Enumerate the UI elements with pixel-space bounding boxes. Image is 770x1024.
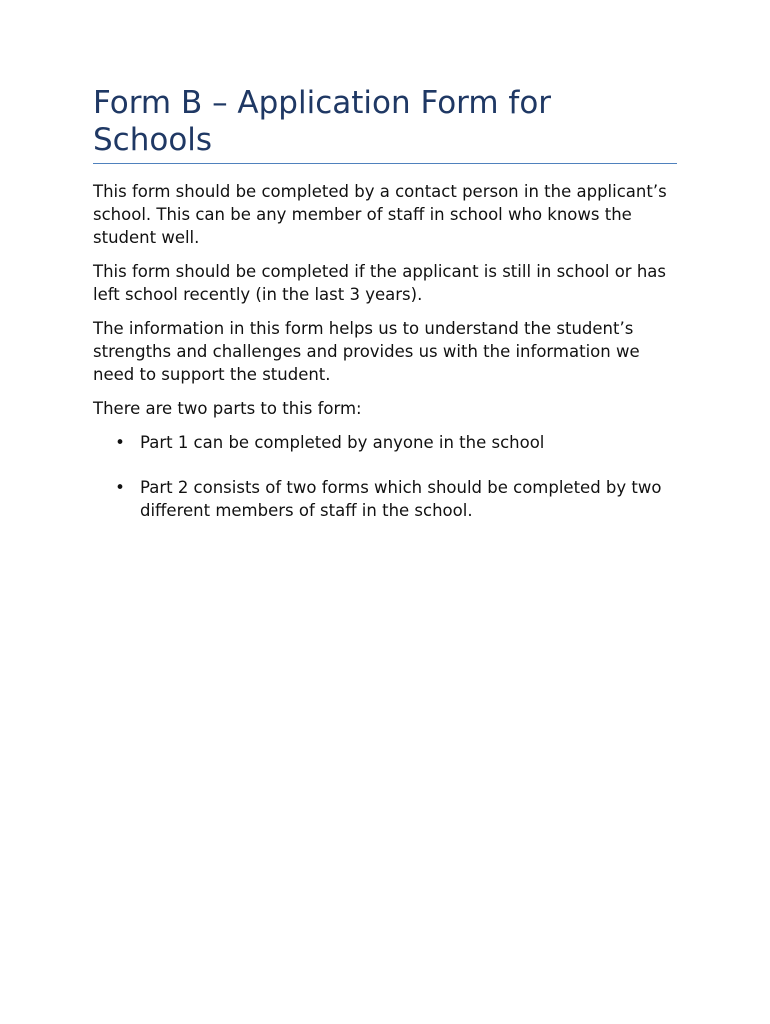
parts-list [93, 431, 677, 522]
document-page [93, 85, 677, 544]
intro-paragraph: This form should be completed by a contact person in the applicant’s school. This can be any member of staff in school who knows the student well. [93, 182, 667, 247]
document-body [93, 180, 677, 522]
list-item-text: Part 2 consists of two forms which should be completed by two different members of staff in the school. [140, 478, 662, 520]
list-item [93, 476, 677, 522]
eligibility-paragraph: This form should be completed if the applicant is still in school or has left school recently (in the last 3 years). [93, 262, 666, 304]
page-title: Form B – Application Form for Schools [93, 85, 677, 164]
list-item-text: Part 1 can be completed by anyone in the school [140, 433, 545, 452]
purpose-paragraph: The information in this form helps us to understand the student’s strengths and challenges and provides us with the information we need to support the student. [93, 319, 640, 384]
parts-intro-paragraph: There are two parts to this form: [93, 399, 362, 418]
list-item [93, 431, 677, 454]
bullet-icon: • [115, 433, 125, 452]
bullet-icon: • [115, 478, 125, 497]
